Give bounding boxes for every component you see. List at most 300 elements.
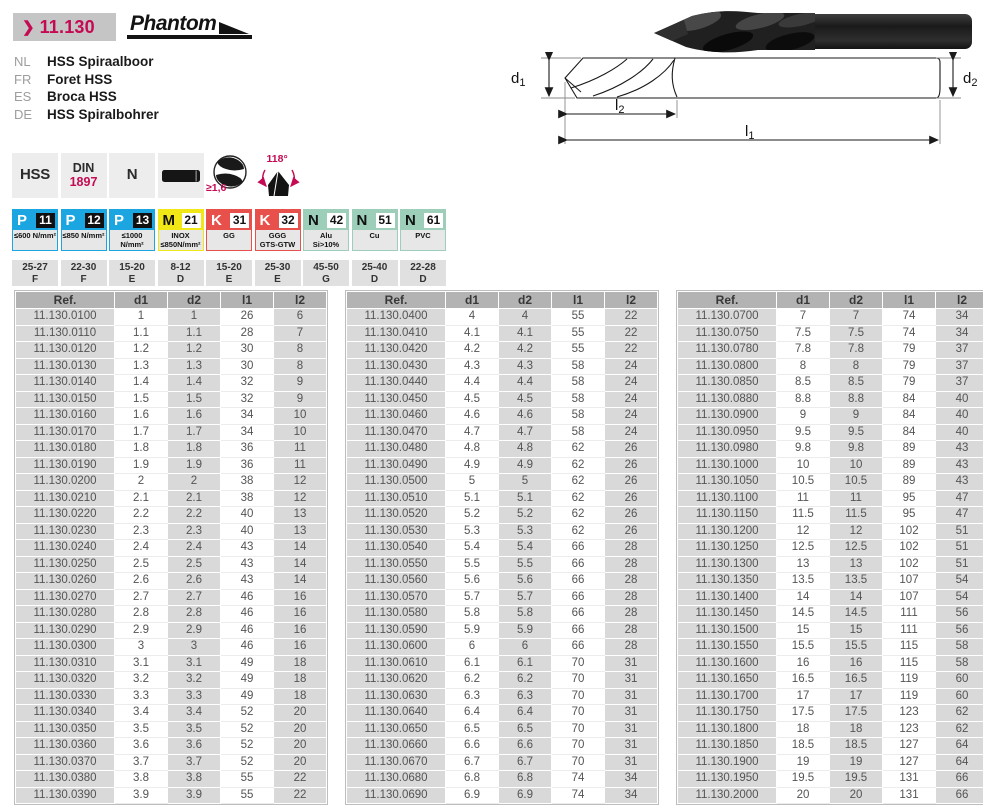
- value-cell: 9: [830, 408, 883, 425]
- value-cell: 49: [221, 688, 274, 705]
- value-cell: 55: [552, 325, 605, 342]
- value-cell: 6: [499, 639, 552, 656]
- ref-cell: 11.130.0170: [16, 424, 115, 441]
- table-row: [347, 358, 658, 375]
- value-cell: 8.8: [777, 391, 830, 408]
- value-cell: 5: [446, 474, 499, 491]
- value-cell: 6.6: [499, 738, 552, 755]
- table-row: [16, 622, 327, 639]
- value-cell: 19: [830, 754, 883, 771]
- table-row: [678, 507, 983, 524]
- value-cell: 14: [830, 589, 883, 606]
- value-cell: 5.7: [499, 589, 552, 606]
- value-cell: 89: [883, 474, 936, 491]
- value-cell: 4.8: [499, 441, 552, 458]
- table-row: [678, 655, 983, 672]
- ref-cell: 11.130.0110: [16, 325, 115, 342]
- ref-cell: 11.130.1750: [678, 705, 777, 722]
- value-cell: 40: [936, 424, 983, 441]
- value-cell: 6.2: [499, 672, 552, 689]
- value-cell: 3.1: [168, 655, 221, 672]
- value-cell: 4.6: [499, 408, 552, 425]
- ref-cell: 11.130.0550: [347, 556, 446, 573]
- material-letter: N: [356, 211, 368, 229]
- column-header-ref: Ref.: [347, 292, 446, 309]
- value-cell: 43: [936, 457, 983, 474]
- ref-cell: 11.130.0160: [16, 408, 115, 425]
- value-cell: 7.5: [830, 325, 883, 342]
- value-cell: 16.5: [777, 672, 830, 689]
- table-row: [678, 556, 983, 573]
- column-header-ref: Ref.: [16, 292, 115, 309]
- ref-cell: 11.130.0260: [16, 573, 115, 590]
- value-cell: 24: [605, 391, 658, 408]
- value-cell: 4.9: [446, 457, 499, 474]
- material-group-k32: [255, 209, 301, 251]
- value-cell: 32: [221, 375, 274, 392]
- value-cell: 5.9: [446, 622, 499, 639]
- value-cell: 5.5: [446, 556, 499, 573]
- table-row: [347, 325, 658, 342]
- value-cell: 18: [274, 655, 327, 672]
- table-row: [678, 754, 983, 771]
- value-cell: 40: [221, 523, 274, 540]
- value-cell: 26: [605, 507, 658, 524]
- value-cell: 4.2: [499, 342, 552, 359]
- value-cell: 4.1: [499, 325, 552, 342]
- value-cell: 8.5: [777, 375, 830, 392]
- ref-cell: 11.130.0350: [16, 721, 115, 738]
- value-cell: 7.5: [777, 325, 830, 342]
- value-cell: 1.5: [168, 391, 221, 408]
- value-cell: 1.1: [168, 325, 221, 342]
- value-cell: 62: [552, 457, 605, 474]
- material-number: 42: [327, 213, 346, 228]
- material-letter: K: [211, 211, 222, 229]
- value-cell: 79: [883, 375, 936, 392]
- value-cell: 43: [936, 441, 983, 458]
- value-cell: 14: [274, 556, 327, 573]
- table-row: [678, 540, 983, 557]
- value-cell: 1.3: [168, 358, 221, 375]
- ref-cell: 11.130.0900: [678, 408, 777, 425]
- value-cell: 115: [883, 639, 936, 656]
- type-n-label: N: [126, 166, 138, 184]
- table-row: [678, 375, 983, 392]
- web-thickness-value: ≥1,6: [206, 182, 227, 195]
- value-cell: 19: [777, 754, 830, 771]
- value-cell: 24: [605, 358, 658, 375]
- material-head: [401, 210, 445, 230]
- spec-table-3: [676, 290, 983, 805]
- value-cell: 36: [221, 441, 274, 458]
- column-header-ref: Ref.: [678, 292, 777, 309]
- material-head: [207, 210, 251, 230]
- column-header-d1: d1: [446, 292, 499, 309]
- material-group-k31: [206, 209, 252, 251]
- ref-cell: 11.130.1800: [678, 721, 777, 738]
- value-cell: 3.3: [115, 688, 168, 705]
- ref-cell: 11.130.0200: [16, 474, 115, 491]
- cutting-value-p13: 15-20 E: [109, 260, 155, 286]
- value-cell: 22: [605, 325, 658, 342]
- value-cell: 6.1: [499, 655, 552, 672]
- value-cell: 13: [274, 523, 327, 540]
- value-cell: 84: [883, 424, 936, 441]
- table-row: [347, 787, 658, 804]
- value-cell: 2.1: [168, 490, 221, 507]
- value-cell: 5.7: [446, 589, 499, 606]
- table-row: [678, 490, 983, 507]
- material-head: [62, 210, 106, 230]
- cutting-value-k32: 25-30 E: [255, 260, 301, 286]
- value-cell: 2.8: [168, 606, 221, 623]
- value-cell: 36: [221, 457, 274, 474]
- value-cell: 89: [883, 457, 936, 474]
- value-cell: 1.7: [168, 424, 221, 441]
- dim-l1-label: $l_1$: [745, 123, 755, 142]
- value-cell: 6.7: [499, 754, 552, 771]
- value-cell: 123: [883, 721, 936, 738]
- web-thickness-box: [206, 153, 252, 198]
- value-cell: 22: [274, 771, 327, 788]
- brand-arrow-icon: [219, 22, 249, 34]
- table-row: [16, 309, 327, 326]
- value-cell: 18.5: [830, 738, 883, 755]
- value-cell: 3.7: [168, 754, 221, 771]
- table-row: [347, 474, 658, 491]
- table-row: [678, 606, 983, 623]
- value-cell: 54: [936, 573, 983, 590]
- ref-cell: 11.130.1000: [678, 457, 777, 474]
- table-row: [678, 474, 983, 491]
- value-cell: 11: [830, 490, 883, 507]
- material-number: 31: [230, 213, 249, 228]
- value-cell: 7: [830, 309, 883, 326]
- product-title: HSS Spiralbohrer: [47, 106, 159, 122]
- value-cell: 9: [274, 391, 327, 408]
- ref-cell: 11.130.0410: [347, 325, 446, 342]
- value-cell: 2.3: [168, 523, 221, 540]
- material-head: [304, 210, 348, 230]
- dim-d2-label: $d_2$: [963, 70, 978, 89]
- material-group-p13: [109, 209, 155, 251]
- value-cell: 60: [936, 688, 983, 705]
- value-cell: 31: [605, 705, 658, 722]
- ref-cell: 11.130.1850: [678, 738, 777, 755]
- value-cell: 62: [552, 507, 605, 524]
- value-cell: 111: [883, 606, 936, 623]
- column-header-d2: d2: [499, 292, 552, 309]
- table-row: [16, 391, 327, 408]
- value-cell: 52: [221, 754, 274, 771]
- table-row: [678, 622, 983, 639]
- value-cell: 16: [274, 639, 327, 656]
- table-row: [16, 655, 327, 672]
- value-cell: 79: [883, 358, 936, 375]
- value-cell: 2.5: [115, 556, 168, 573]
- table-row: [678, 325, 983, 342]
- value-cell: 3.8: [115, 771, 168, 788]
- value-cell: 2.2: [168, 507, 221, 524]
- value-cell: 8: [830, 358, 883, 375]
- language-code: ES: [14, 89, 32, 105]
- ref-cell: 11.130.0230: [16, 523, 115, 540]
- value-cell: 15.5: [777, 639, 830, 656]
- table-row: [16, 441, 327, 458]
- value-cell: 28: [605, 639, 658, 656]
- ref-cell: 11.130.0190: [16, 457, 115, 474]
- value-cell: 31: [605, 721, 658, 738]
- value-cell: 55: [221, 771, 274, 788]
- product-title: HSS Spiraalboor: [47, 54, 154, 70]
- column-header-d1: d1: [777, 292, 830, 309]
- value-cell: 127: [883, 738, 936, 755]
- value-cell: 12: [830, 523, 883, 540]
- value-cell: 46: [221, 639, 274, 656]
- value-cell: 3.8: [168, 771, 221, 788]
- dim-l2-label: $l_2$: [615, 97, 625, 116]
- value-cell: 4.4: [446, 375, 499, 392]
- table-row: [16, 771, 327, 788]
- ref-cell: 11.130.1050: [678, 474, 777, 491]
- value-cell: 64: [936, 738, 983, 755]
- table-row: [347, 754, 658, 771]
- material-number: 11: [36, 213, 55, 228]
- value-cell: 6.3: [446, 688, 499, 705]
- value-cell: 3.7: [115, 754, 168, 771]
- din-number: 1897: [69, 174, 98, 189]
- table-row: [347, 375, 658, 392]
- value-cell: 70: [552, 738, 605, 755]
- value-cell: 55: [552, 342, 605, 359]
- value-cell: 7: [274, 325, 327, 342]
- value-cell: 31: [605, 754, 658, 771]
- value-cell: 13: [830, 556, 883, 573]
- value-cell: 5.8: [446, 606, 499, 623]
- column-header-l2: l2: [605, 292, 658, 309]
- value-cell: 17.5: [830, 705, 883, 722]
- value-cell: 49: [221, 655, 274, 672]
- ref-cell: 11.130.1900: [678, 754, 777, 771]
- dimension-diagram: [505, 52, 983, 148]
- ref-cell: 11.130.0320: [16, 672, 115, 689]
- value-cell: 56: [936, 622, 983, 639]
- value-cell: 1.9: [168, 457, 221, 474]
- value-cell: 4.7: [499, 424, 552, 441]
- value-cell: 9.5: [830, 424, 883, 441]
- value-cell: 74: [552, 771, 605, 788]
- ref-cell: 11.130.1350: [678, 573, 777, 590]
- material-sub-label: INOX ≤850N/mm²: [160, 231, 201, 249]
- material-sub-label: Cu: [369, 231, 380, 240]
- spec-icon-row: [12, 153, 301, 198]
- table-row: [678, 639, 983, 656]
- ref-cell: 11.130.0580: [347, 606, 446, 623]
- value-cell: 7.8: [830, 342, 883, 359]
- ref-cell: 11.130.0130: [16, 358, 115, 375]
- value-cell: 6.8: [499, 771, 552, 788]
- table-row: [347, 672, 658, 689]
- value-cell: 47: [936, 507, 983, 524]
- value-cell: 26: [221, 309, 274, 326]
- value-cell: 5.9: [499, 622, 552, 639]
- ref-cell: 11.130.0880: [678, 391, 777, 408]
- value-cell: 1.1: [115, 325, 168, 342]
- value-cell: 30: [221, 358, 274, 375]
- material-row: [12, 209, 446, 251]
- value-cell: 58: [552, 408, 605, 425]
- table-row: [347, 688, 658, 705]
- table-row: [678, 309, 983, 326]
- table-row: [16, 424, 327, 441]
- value-cell: 2.1: [115, 490, 168, 507]
- value-cell: 52: [221, 721, 274, 738]
- ref-cell: 11.130.0340: [16, 705, 115, 722]
- value-cell: 15: [777, 622, 830, 639]
- value-cell: 70: [552, 754, 605, 771]
- ref-cell: 11.130.0300: [16, 639, 115, 656]
- value-cell: 12: [777, 523, 830, 540]
- value-cell: 28: [221, 325, 274, 342]
- value-cell: 9.8: [830, 441, 883, 458]
- value-cell: 31: [605, 655, 658, 672]
- ref-cell: 11.130.0220: [16, 507, 115, 524]
- value-cell: 18.5: [777, 738, 830, 755]
- ref-cell: 11.130.0240: [16, 540, 115, 557]
- ref-cell: 11.130.1100: [678, 490, 777, 507]
- value-cell: 43: [221, 540, 274, 557]
- table-row: [16, 325, 327, 342]
- value-cell: 18: [777, 721, 830, 738]
- material-head: [159, 210, 203, 230]
- value-cell: 51: [936, 540, 983, 557]
- value-cell: 5.3: [499, 523, 552, 540]
- value-cell: 3.9: [168, 787, 221, 804]
- value-cell: 17: [830, 688, 883, 705]
- value-cell: 70: [552, 721, 605, 738]
- value-cell: 4.2: [446, 342, 499, 359]
- cutting-value-n42: 45-50 G: [303, 260, 349, 286]
- column-header-l2: l2: [936, 292, 983, 309]
- ref-cell: 11.130.0470: [347, 424, 446, 441]
- value-cell: 6.5: [446, 721, 499, 738]
- value-cell: 6.9: [446, 787, 499, 804]
- table-row: [16, 589, 327, 606]
- value-cell: 18: [830, 721, 883, 738]
- value-cell: 66: [552, 639, 605, 656]
- value-cell: 3.5: [168, 721, 221, 738]
- title-list: [14, 53, 159, 123]
- value-cell: 70: [552, 655, 605, 672]
- material-number: 12: [85, 213, 104, 228]
- value-cell: 102: [883, 540, 936, 557]
- value-cell: 31: [605, 738, 658, 755]
- value-cell: 66: [552, 556, 605, 573]
- value-cell: 6: [274, 309, 327, 326]
- value-cell: 4.6: [446, 408, 499, 425]
- table-row: [347, 342, 658, 359]
- table-row: [16, 490, 327, 507]
- value-cell: 8.8: [830, 391, 883, 408]
- ref-cell: 11.130.0290: [16, 622, 115, 639]
- value-cell: 17.5: [777, 705, 830, 722]
- value-cell: 58: [552, 391, 605, 408]
- ref-cell: 11.130.0640: [347, 705, 446, 722]
- ref-cell: 11.130.0500: [347, 474, 446, 491]
- ref-cell: 11.130.1550: [678, 639, 777, 656]
- ref-cell: 11.130.0590: [347, 622, 446, 639]
- value-cell: 43: [221, 573, 274, 590]
- ref-cell: 11.130.0980: [678, 441, 777, 458]
- ref-cell: 11.130.0600: [347, 639, 446, 656]
- material-number: 21: [182, 213, 201, 228]
- material-number: 61: [424, 213, 443, 228]
- value-cell: 24: [605, 424, 658, 441]
- value-cell: 13.5: [830, 573, 883, 590]
- value-cell: 5.4: [499, 540, 552, 557]
- value-cell: 54: [936, 589, 983, 606]
- material-number: 13: [133, 213, 152, 228]
- value-cell: 38: [221, 474, 274, 491]
- value-cell: 8: [777, 358, 830, 375]
- value-cell: 111: [883, 622, 936, 639]
- material-group-n51: [352, 209, 398, 251]
- value-cell: 84: [883, 391, 936, 408]
- value-cell: 95: [883, 490, 936, 507]
- ref-cell: 11.130.0370: [16, 754, 115, 771]
- value-cell: 20: [274, 705, 327, 722]
- value-cell: 2.9: [168, 622, 221, 639]
- value-cell: 102: [883, 523, 936, 540]
- ref-cell: 11.130.1500: [678, 622, 777, 639]
- value-cell: 7: [777, 309, 830, 326]
- value-cell: 1.9: [115, 457, 168, 474]
- material-letter: K: [259, 211, 271, 229]
- ref-cell: 11.130.0310: [16, 655, 115, 672]
- material-letter: N: [308, 211, 319, 229]
- point-angle-value: 118°: [266, 153, 288, 165]
- material-letter: M: [162, 211, 175, 229]
- value-cell: 31: [605, 672, 658, 689]
- value-cell: 55: [221, 787, 274, 804]
- table-row: [678, 523, 983, 540]
- ref-cell: 11.130.0540: [347, 540, 446, 557]
- value-cell: 4.1: [446, 325, 499, 342]
- value-cell: 66: [552, 589, 605, 606]
- value-cell: 51: [936, 556, 983, 573]
- table-row: [347, 573, 658, 590]
- table-row: [678, 738, 983, 755]
- value-cell: 28: [605, 556, 658, 573]
- value-cell: 2.5: [168, 556, 221, 573]
- value-cell: 127: [883, 754, 936, 771]
- table-row: [347, 589, 658, 606]
- ref-cell: 11.130.1450: [678, 606, 777, 623]
- value-cell: 5.4: [446, 540, 499, 557]
- ref-cell: 11.130.1700: [678, 688, 777, 705]
- value-cell: 66: [936, 787, 983, 804]
- value-cell: 62: [552, 523, 605, 540]
- value-cell: 34: [936, 325, 983, 342]
- value-cell: 5.1: [499, 490, 552, 507]
- table-row: [16, 738, 327, 755]
- table-row: [347, 408, 658, 425]
- value-cell: 4.8: [446, 441, 499, 458]
- value-cell: 123: [883, 705, 936, 722]
- material-number: 51: [376, 213, 395, 228]
- brand-logo: [127, 13, 252, 39]
